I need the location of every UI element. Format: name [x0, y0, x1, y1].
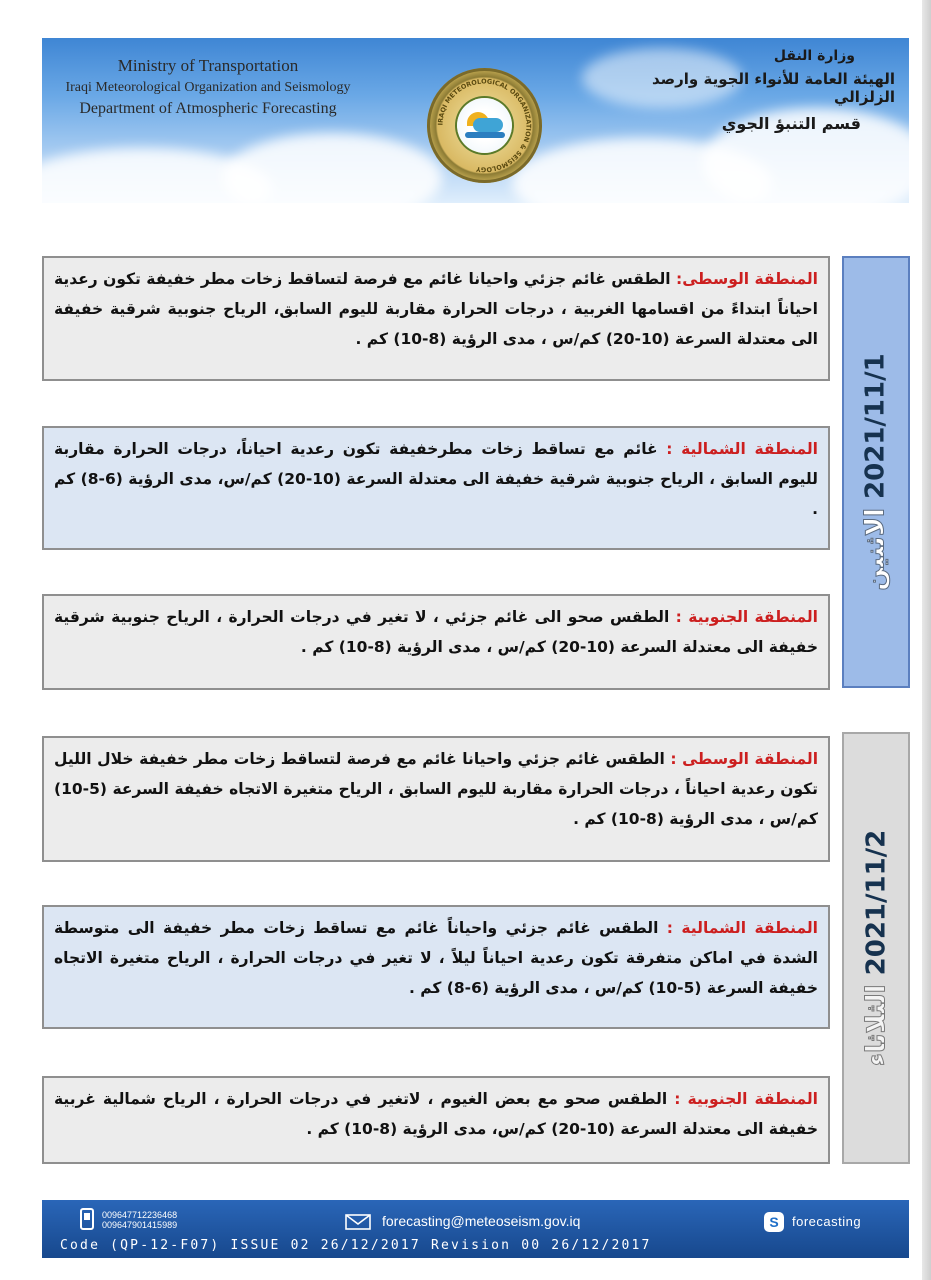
organization-name-en: Iraqi Meteorological Organization and Seismology	[65, 80, 351, 95]
forecast-text: الطقس غائم جزئي واحياناً غائم مع تساقط زخات مطر خفيفة الى متوسطة الشدة في اماكن متفرقة تكون رعدية احياناً ليلاً ، لا تغير في درجات الحرارة ، الرياح متغيرة الاتجاه خفيفة السرعة (5-10) كم/س ، مدى الرؤية (6-8) كم .	[54, 919, 818, 997]
english-header	[58, 56, 358, 118]
forecast-box-day2-south	[42, 1076, 830, 1164]
department-name-en: Department of Atmospheric Forecasting	[79, 100, 337, 117]
date-label	[861, 353, 891, 590]
cloud-icon	[473, 118, 503, 132]
forecast-text: الطقس صحو مع بعض الغيوم ، لاتغير في درجات الحرارة ، الرياح شمالية غربية خفيفة الى معتدلة السرعة (10-20) كم/س، مدى الرؤية (8-10) كم .	[54, 1090, 818, 1138]
day-name: الاثنين	[861, 508, 891, 591]
skype-handle[interactable]: forecasting	[792, 1214, 862, 1229]
logo-ring-text: IRAQI METEOROLOGICAL ORGANIZATION & SEISMOLOGY	[436, 77, 533, 174]
logo-emblem	[457, 98, 512, 153]
day-name: الثلاثاء	[861, 984, 891, 1067]
date-bar-day2	[842, 732, 910, 1164]
region-label: المنطقة الشمالية :	[666, 440, 818, 458]
page-edge-shadow	[922, 0, 931, 1280]
organization-name-ar: الهيئة العامة للأنواء الجوية وارصد الزلزالي	[651, 70, 895, 106]
footer-bar	[42, 1200, 909, 1258]
phone-number[interactable]: 009647901415989	[102, 1220, 178, 1230]
forecast-text: غائم مع تساقط زخات مطرخفيفة تكون رعدية احياناً، درجات الحرارة مقاربة لليوم السابق ، الرياح جنوبية شرقية خفيفة الى معتدلة السرعة (10-20) كم/س، مدى الرؤية (6-8) كم .	[54, 440, 818, 518]
date-value: 2021/11/2	[861, 829, 891, 976]
document-code-line: Code (QP-12-F07) ISSUE 02 26/12/2017 Revision 00 26/12/2017	[60, 1238, 652, 1253]
date-label	[861, 830, 891, 1067]
arabic-header	[605, 48, 895, 133]
forecast-box-day2-central	[42, 736, 830, 862]
region-label: المنطقة الشمالية :	[666, 919, 818, 937]
forecast-text: الطقس غائم جزئي واحيانا غائم مع فرصة لتساقط زخات مطر خفيفة خلال الليل تكون رعدية احياناً ، درجات الحرارة مقاربة لليوم السابق ، الرياح متغيرة الاتجاه خفيفة السرعة (5-10) كم/س ، مدى الرؤية (8-10) كم .	[54, 750, 818, 828]
forecast-box-day1-central	[42, 256, 830, 381]
mail-icon	[345, 1214, 371, 1230]
email-link[interactable]: forecasting@meteoseism.gov.iq	[382, 1213, 581, 1229]
department-name-ar: قسم التنبؤ الجوي	[721, 114, 861, 133]
phone-number[interactable]: 009647712236468	[102, 1210, 178, 1220]
organization-logo	[427, 68, 542, 183]
header-banner	[42, 38, 909, 203]
skype-icon: S	[764, 1212, 784, 1232]
forecast-box-day2-north	[42, 905, 830, 1029]
forecast-box-day1-north	[42, 426, 830, 550]
ministry-name-en: Ministry of Transportation	[117, 56, 299, 75]
phone-icon	[80, 1208, 94, 1230]
region-label: المنطقة الوسطى:	[676, 270, 818, 288]
region-label: المنطقة الوسطى :	[670, 750, 819, 768]
date-bar-day1	[842, 256, 910, 688]
phone-numbers	[102, 1210, 177, 1230]
cloud-shape	[222, 133, 442, 203]
water-icon	[465, 132, 505, 138]
date-value: 2021/11/1	[861, 353, 891, 499]
region-label: المنطقة الجنوبية :	[674, 1090, 818, 1108]
forecast-text: الطقس صحو الى غائم جزئي ، لا تغير في درجات الحرارة ، الرياح جنوبية شرقية خفيفة الى معتدلة السرعة (10-20) كم/س ، مدى الرؤية (8-10) كم .	[54, 608, 818, 656]
forecast-text: الطقس غائم جزئي واحيانا غائم مع فرصة لتساقط زخات مطر خفيفة تكون رعدية احياناً ابتداءً من اقسامها الغربية ، درجات الحرارة مقاربة لليوم السابق، الرياح جنوبية شرقية خفيفة الى معتدلة السرعة (10-20) كم/س ، مدى الرؤية (8-10) كم .	[54, 270, 818, 348]
ministry-name-ar: وزارة النقل	[773, 48, 855, 64]
region-label: المنطقة الجنوبية :	[675, 608, 818, 626]
forecast-box-day1-south	[42, 594, 830, 690]
